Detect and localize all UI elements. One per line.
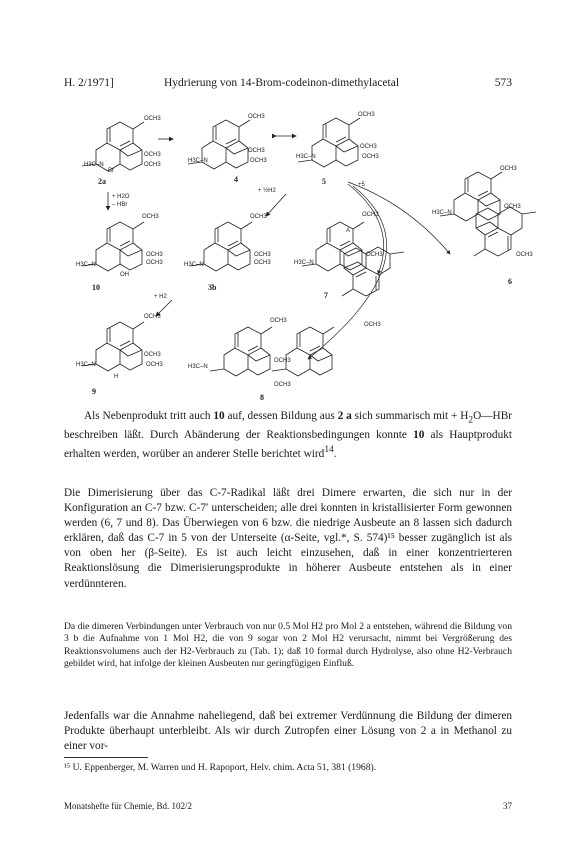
compound-2a bbox=[82, 116, 161, 186]
compound-3b bbox=[184, 214, 271, 292]
paragraph-side-product: Als Nebenprodukt tritt auch 10 auf, dessen Bildung aus 2 a sich summarisch mit + $H_2O—HBr$ beschreiben läßt. Durch Abänderung der Reaktionsbedingungen konnte 10 als Hauptprodukt erhalten werden, worüber an anderer Stelle berichtet wird$^{14}$. bbox=[64, 410, 512, 461]
label-10: 10 bbox=[92, 283, 100, 292]
svg-text:H: H bbox=[114, 374, 119, 380]
footnote-15: ¹⁵ U. Eppenberger, M. Warren und H. Rapoport, Helv. chim. Acta 51, 381 (1968). bbox=[64, 762, 377, 773]
reagent-h2: + H2 bbox=[154, 294, 167, 300]
label-7: 7 bbox=[324, 291, 328, 300]
svg-text:H3C–N: H3C–N bbox=[184, 262, 204, 268]
svg-text:OCH3: OCH3 bbox=[144, 314, 161, 320]
svg-text:OCH3: OCH3 bbox=[500, 166, 517, 172]
page-number: 573 bbox=[494, 77, 512, 89]
paragraph-hydrogen-uptake: Da die dimeren Verbindungen unter Verbrauch von nur 0.5 Mol H2 pro Mol 2 a entstehen, während die Bildung von 3 b die Aufnahme von 1 Mol H2, die von 9 sogar von 2 Mol H2 verursacht, nimmt bei Vergrößerung des Reaktionsvolumens auch der H2-Verbrauch zu (Tab. 1); daß 10 formal durch Hydrolyse, also ohne H2-Verbrauch gebildet wird, hat infolge der kleinen Ausbeuten nur geringfügigen Einfluß. bbox=[64, 621, 512, 669]
svg-text:OH: OH bbox=[120, 272, 129, 278]
compound-8 bbox=[188, 318, 334, 402]
reagent-half-h2: + ½H2 bbox=[258, 188, 276, 194]
compound-10 bbox=[76, 214, 163, 292]
svg-text:OCH3: OCH3 bbox=[366, 252, 383, 258]
svg-text:H3C–N: H3C–N bbox=[76, 262, 96, 268]
svg-text:OCH3: OCH3 bbox=[362, 154, 379, 160]
reagent-plus-5: +5 bbox=[358, 182, 365, 188]
svg-text:OCH3: OCH3 bbox=[144, 116, 161, 122]
compound-5 bbox=[296, 112, 379, 186]
svg-text:OCH3: OCH3 bbox=[254, 252, 271, 258]
svg-text:OCH3: OCH3 bbox=[146, 260, 163, 266]
svg-text:H3C–N: H3C–N bbox=[296, 154, 316, 160]
svg-text:H3C–N: H3C–N bbox=[76, 362, 96, 368]
reaction-scheme bbox=[48, 104, 548, 404]
svg-text:A: A bbox=[346, 228, 351, 234]
compound-9 bbox=[76, 314, 163, 396]
svg-text:OCH3: OCH3 bbox=[144, 162, 161, 168]
svg-text:H3C–N: H3C–N bbox=[84, 162, 104, 168]
paragraph-dimerization: Die Dimerisierung über das C-7-Radikal läßt drei Dimere erwarten, die sich nur in der Konfiguration an C-7 bzw. C-7′ unterscheiden; alle drei konnten in kristallisierter Form gewonnen werden (6, 7 und 8). Das Überwiegen von 6 bzw. die niedrige Ausbeute an 8 lassen sich dadurch erklären, daß das C-7 in 5 von der Unterseite (α-Seite, vgl.*, S. 574)¹⁵ besser zugänglich ist als von oben her (β-Seite). Es ist auch leicht einzusehen, daß in einer konzentrierteren Reaktionslösung die Dimerisierungsprodukte in höherer Ausbeute entstehen als in einer verdünnteren. bbox=[64, 487, 512, 590]
label-3b: 3b bbox=[208, 283, 217, 292]
svg-text:OCH3: OCH3 bbox=[364, 322, 381, 328]
svg-text:OCH3: OCH3 bbox=[144, 352, 161, 358]
sheet-number: 37 bbox=[503, 801, 512, 811]
svg-text:OCH3: OCH3 bbox=[146, 252, 163, 258]
svg-text:OCH3: OCH3 bbox=[274, 358, 291, 364]
svg-text:OCH3: OCH3 bbox=[358, 112, 375, 118]
svg-text:OCH3: OCH3 bbox=[504, 204, 521, 210]
svg-text:OCH3: OCH3 bbox=[142, 214, 159, 220]
issue-ref: H. 2/1971] bbox=[64, 77, 114, 89]
reagent-h2o: + H2O bbox=[112, 194, 130, 200]
page-footer bbox=[64, 801, 512, 811]
paragraph-dilution: Jedenfalls war die Annahme naheliegend, daß bei extremer Verdünnung die Bildung der dimeren Produkte überhaupt unterbleibt. Als wir durch Zutropfen einer Lösung von 2 a in Methanol zu einer vor- bbox=[64, 710, 512, 753]
svg-text:OCH3: OCH3 bbox=[254, 260, 271, 266]
journal-ref: Monatshefte für Chemie, Bd. 102/2 bbox=[64, 801, 192, 811]
svg-text:OCH3: OCH3 bbox=[516, 252, 533, 258]
svg-text:OCH3: OCH3 bbox=[248, 114, 265, 120]
label-9: 9 bbox=[92, 387, 96, 396]
footnote-rule bbox=[64, 757, 148, 758]
svg-text:OCH3: OCH3 bbox=[360, 144, 377, 150]
svg-text:H3C–N: H3C–N bbox=[294, 260, 314, 266]
svg-text:OCH3: OCH3 bbox=[250, 158, 267, 164]
svg-text:H3C–N: H3C–N bbox=[188, 364, 208, 370]
compound-7 bbox=[294, 212, 404, 328]
svg-text:Br: Br bbox=[108, 168, 114, 174]
compound-6 bbox=[432, 166, 536, 286]
running-header bbox=[64, 77, 512, 93]
label-2a: 2a bbox=[98, 177, 106, 186]
reagent-hbr: – HBr bbox=[112, 202, 128, 208]
svg-text:H3C–N: H3C–N bbox=[432, 210, 452, 216]
svg-text:OCH3: OCH3 bbox=[362, 212, 379, 218]
svg-text:OCH3: OCH3 bbox=[144, 152, 161, 158]
label-6: 6 bbox=[508, 277, 512, 286]
svg-text:H3C–N: H3C–N bbox=[188, 158, 208, 164]
svg-text:OCH3: OCH3 bbox=[250, 214, 267, 220]
compound-4 bbox=[188, 114, 267, 184]
label-5: 5 bbox=[322, 177, 326, 186]
svg-text:OCH3: OCH3 bbox=[270, 318, 287, 324]
running-title: Hydrierung von 14-Brom-codeinon-dimethylacetal bbox=[164, 77, 400, 89]
svg-text:OCH3: OCH3 bbox=[146, 362, 163, 368]
label-4: 4 bbox=[234, 175, 238, 184]
svg-text:OCH3: OCH3 bbox=[274, 382, 291, 388]
svg-text:OCH3: OCH3 bbox=[248, 148, 265, 154]
label-8: 8 bbox=[260, 393, 264, 402]
